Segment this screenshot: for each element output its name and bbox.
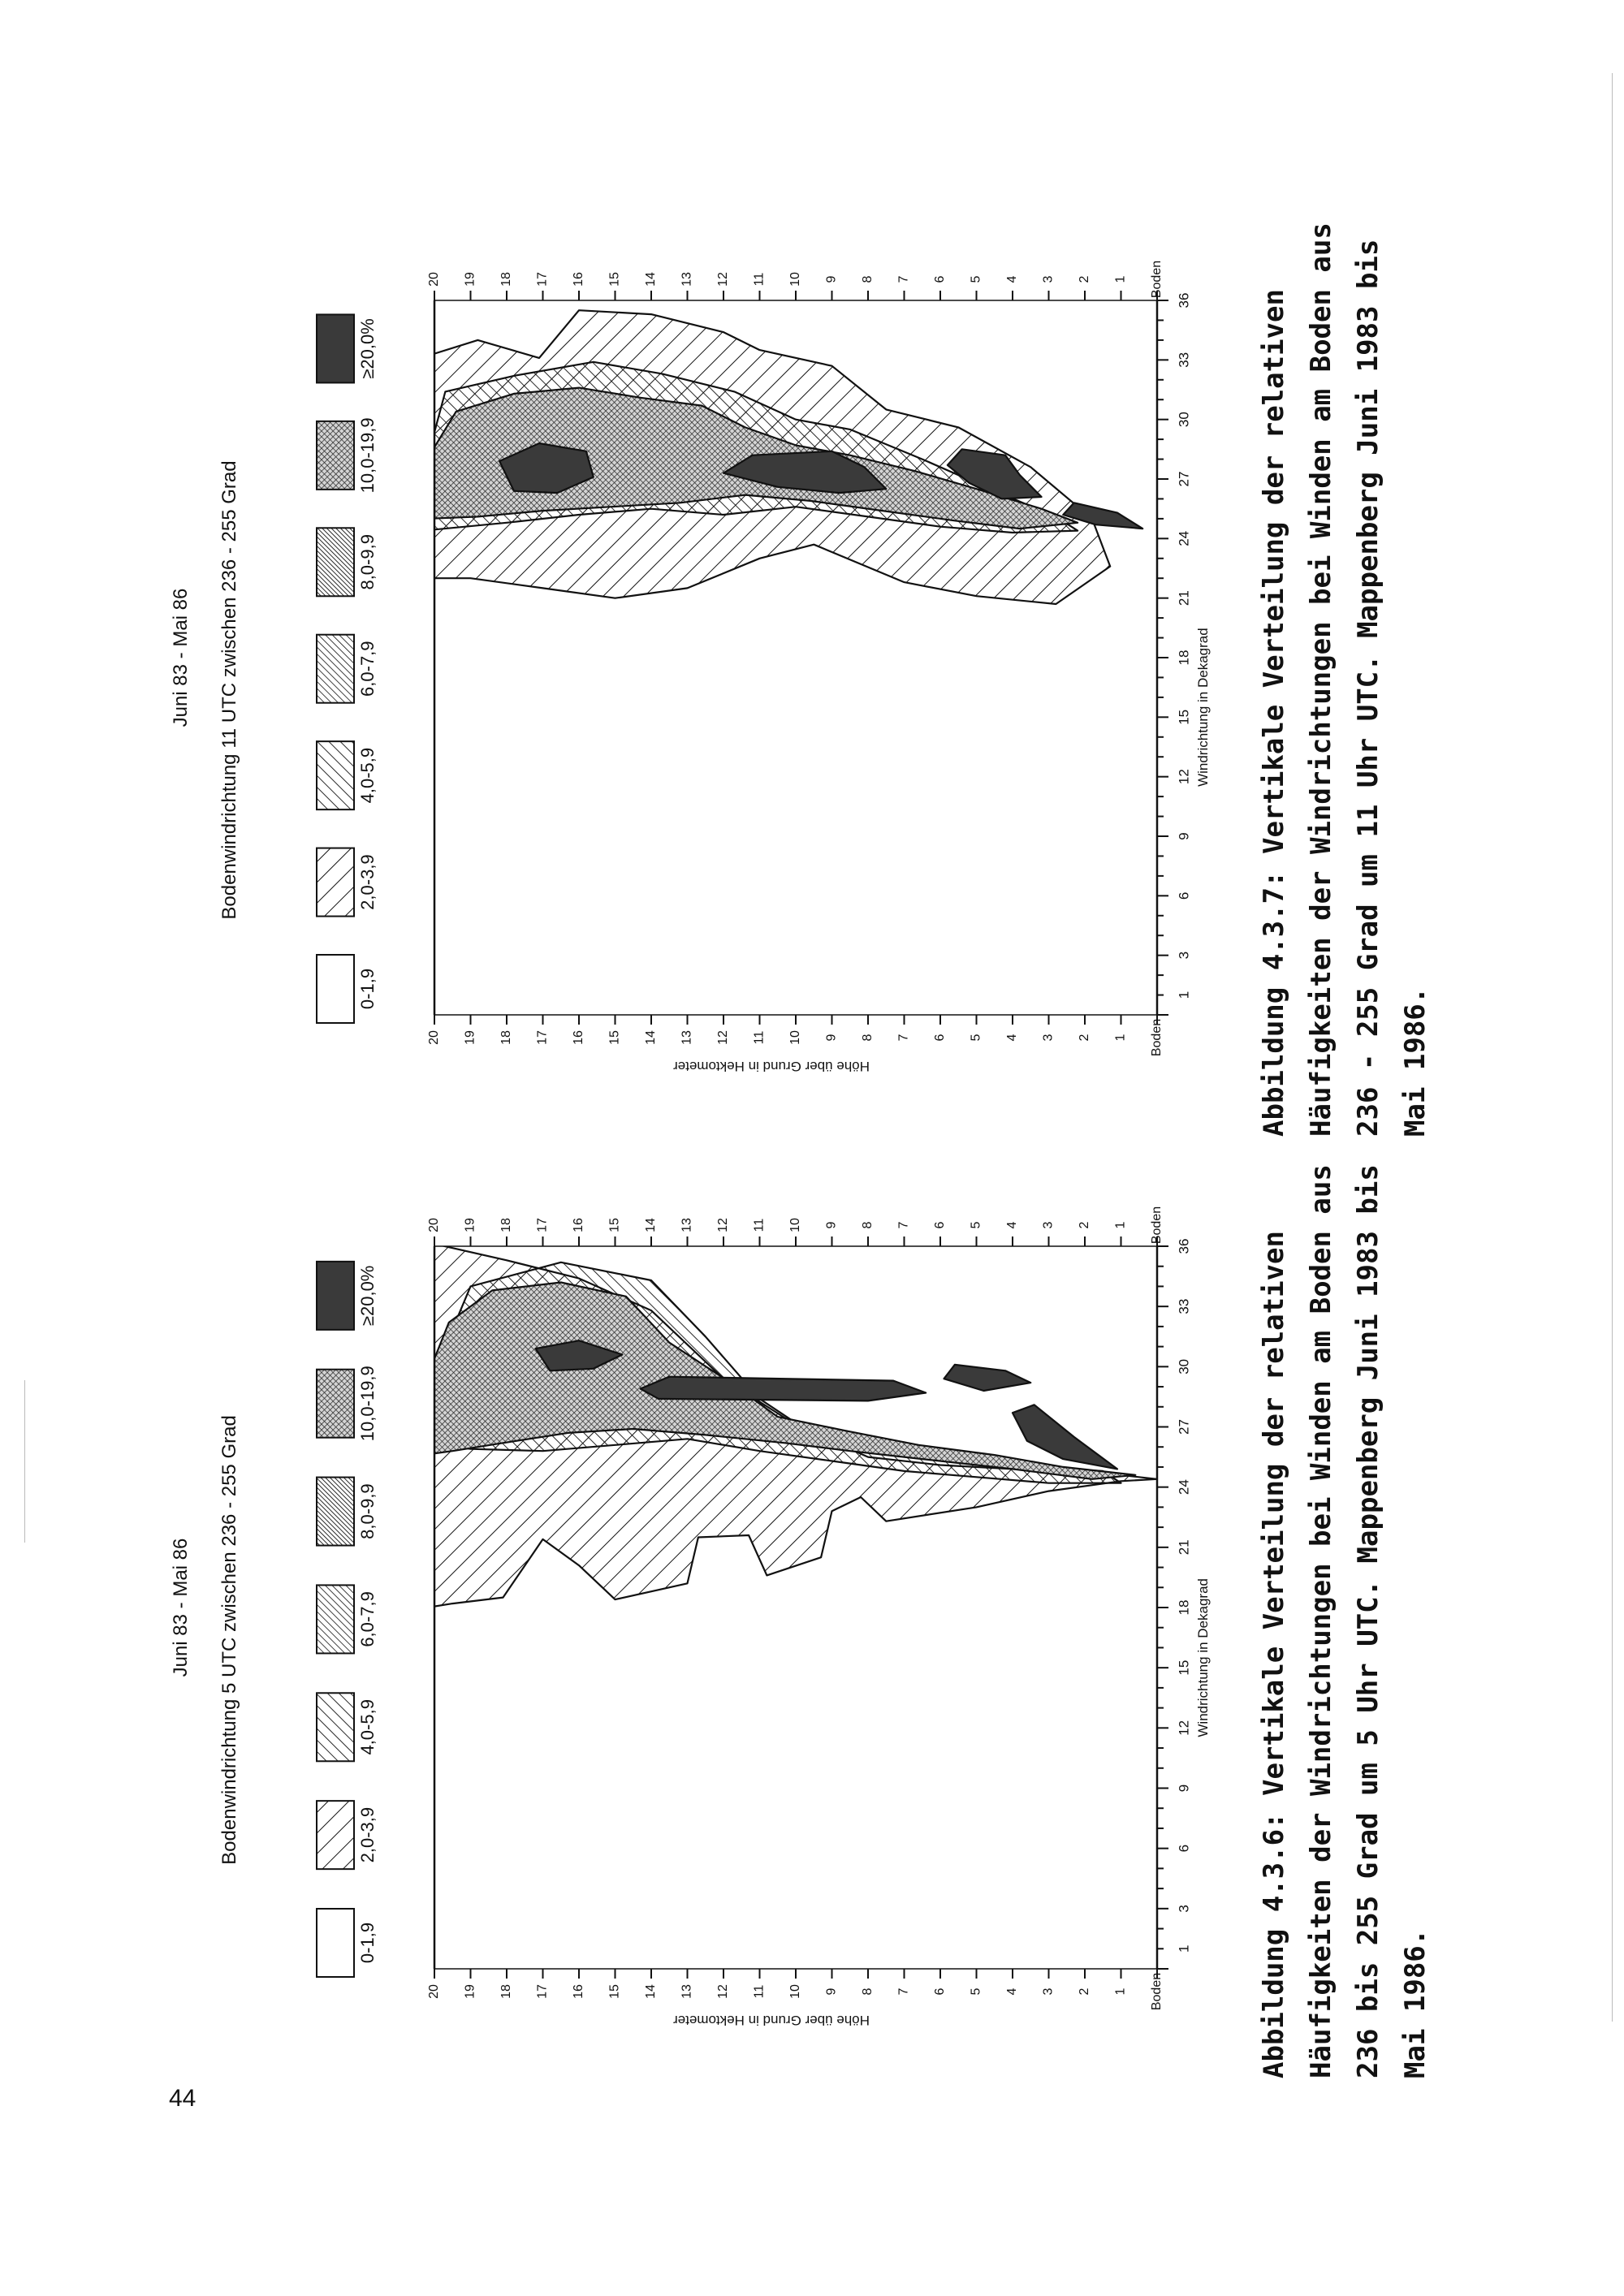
y-tick-label-top: 19 xyxy=(463,1218,477,1232)
x-tick-label: 3 xyxy=(1176,1905,1192,1913)
y-tick-label-bottom: 10 xyxy=(788,1030,803,1045)
x-tick-label: 12 xyxy=(1176,769,1192,785)
y-tick-label-bottom: 16 xyxy=(572,1984,586,1999)
y-tick-label-top: 4 xyxy=(1005,275,1020,283)
caption-line: Häufigkeiten der Windrichtungen bei Winden am Boden aus xyxy=(1305,1164,1337,2078)
legend-label-1: 0-1,9 xyxy=(357,1922,378,1964)
y-tick-label-bottom: 5 xyxy=(969,1987,983,1996)
y-tick-label-bottom: 13 xyxy=(680,1984,694,1999)
y-tick-label-top: 7 xyxy=(896,275,911,283)
caption-line: Mai 1986. xyxy=(1399,1928,1432,2078)
y-tick-label-bottom: 7 xyxy=(896,1034,911,1042)
y-tick-label-bottom: 12 xyxy=(716,1030,731,1045)
y-tick-label-top: 20 xyxy=(427,272,442,287)
x-tick-label: 30 xyxy=(1176,412,1192,428)
y-tick-label-bottom: 19 xyxy=(463,1984,477,1999)
legend-swatch-6 xyxy=(317,421,354,490)
legend-label-5: 8,0-9,9 xyxy=(357,534,378,590)
x-tick-label: 33 xyxy=(1176,1298,1192,1314)
legend xyxy=(317,1262,378,1977)
y-tick-label-top: 17 xyxy=(535,1218,550,1232)
x-tick-label: 27 xyxy=(1176,471,1192,487)
x-tick-label: 18 xyxy=(1176,650,1192,666)
figure-subtitle: Bodenwindrichtung 11 UTC zwischen 236 - 255 Grad xyxy=(218,460,240,920)
y-axis-label: Höhe über Grund in Hektometer xyxy=(673,2013,870,2028)
y-tick-label-bottom: Boden xyxy=(1150,1972,1164,2011)
y-tick-label-top: 3 xyxy=(1041,275,1056,283)
y-tick-label-bottom: 18 xyxy=(499,1030,514,1045)
legend-swatch-1 xyxy=(317,955,354,1023)
y-tick-label-top: 5 xyxy=(969,275,983,283)
x-tick-label: 27 xyxy=(1176,1419,1192,1435)
y-tick-label-bottom: 17 xyxy=(535,1984,550,1999)
x-tick-label: 36 xyxy=(1176,1238,1192,1254)
y-tick-label-bottom: 14 xyxy=(644,1984,659,1999)
legend-label-7: ≥20,0% xyxy=(357,1265,378,1327)
legend-label-6: 10,0-19,9 xyxy=(357,1366,378,1442)
y-tick-label-bottom: 7 xyxy=(896,1987,911,1996)
page-number: 44 xyxy=(169,2085,197,2112)
x-tick-label: 6 xyxy=(1176,891,1192,900)
y-tick-label-top: 3 xyxy=(1041,1221,1056,1229)
figure-1 xyxy=(170,1206,1211,2028)
y-tick-label-bottom: 12 xyxy=(716,1984,731,1999)
x-tick-label: 36 xyxy=(1176,292,1192,309)
y-tick-label-top: 1 xyxy=(1113,275,1128,283)
legend-label-2: 2,0-3,9 xyxy=(357,1806,378,1863)
y-tick-label-top: 16 xyxy=(572,272,586,287)
y-tick-label-top: 10 xyxy=(788,272,803,287)
legend-label-5: 8,0-9,9 xyxy=(357,1483,378,1539)
y-tick-label-bottom: 1 xyxy=(1113,1034,1128,1042)
y-tick-label-bottom: 5 xyxy=(969,1034,983,1042)
legend-label-3: 4,0-5,9 xyxy=(357,1699,378,1755)
scan-edge-mark xyxy=(24,1380,25,1543)
x-tick-label: 24 xyxy=(1176,530,1192,546)
y-tick-label-top: 8 xyxy=(861,275,875,283)
legend-label-7: ≥20,0% xyxy=(357,318,378,379)
contour-region-6 xyxy=(944,1365,1031,1391)
y-tick-label-bottom: 6 xyxy=(933,1987,948,1996)
y-tick-label-bottom: 20 xyxy=(427,1984,442,1999)
y-tick-label-bottom: 6 xyxy=(933,1034,948,1042)
x-tick-label: 18 xyxy=(1176,1599,1192,1616)
figure-caption-2 xyxy=(1258,222,1432,1137)
y-tick-label-bottom: 18 xyxy=(499,1984,514,1999)
y-tick-label-top: 15 xyxy=(607,1218,622,1232)
y-tick-label-bottom: 3 xyxy=(1041,1987,1056,1996)
y-tick-label-bottom: 13 xyxy=(680,1030,694,1045)
figure-title: Juni 83 - Mai 86 xyxy=(170,588,192,727)
y-tick-label-bottom: 2 xyxy=(1078,1987,1092,1996)
legend-label-6: 10,0-19,9 xyxy=(357,417,378,494)
x-tick-label: 1 xyxy=(1176,1944,1192,1953)
y-tick-label-top: 2 xyxy=(1078,1221,1092,1229)
y-tick-label-bottom: 17 xyxy=(535,1030,550,1045)
x-tick-label: 33 xyxy=(1176,352,1192,368)
caption-line: Häufigkeiten der Windrichtungen bei Winden am Boden aus xyxy=(1305,222,1337,1137)
y-tick-label-top: 4 xyxy=(1005,1221,1020,1229)
y-tick-label-top: 9 xyxy=(824,1221,839,1229)
legend-swatch-6 xyxy=(317,1370,354,1438)
y-tick-label-top: 7 xyxy=(896,1221,911,1229)
y-tick-label-bottom: 15 xyxy=(607,1984,622,1999)
legend-swatch-3 xyxy=(317,741,354,809)
legend xyxy=(317,314,378,1023)
y-tick-label-top: 18 xyxy=(499,272,514,287)
y-tick-label-bottom: 15 xyxy=(607,1030,622,1045)
y-tick-label-top: 17 xyxy=(535,272,550,287)
y-tick-label-top: 18 xyxy=(499,1218,514,1232)
y-tick-label-top: 12 xyxy=(716,1218,731,1232)
x-tick-label: 12 xyxy=(1176,1720,1192,1736)
x-tick-label: 24 xyxy=(1176,1479,1192,1495)
legend-label-4: 6,0-7,9 xyxy=(357,641,378,697)
y-tick-label-bottom: 19 xyxy=(463,1030,477,1045)
figure-subtitle: Bodenwindrichtung 5 UTC zwischen 236 - 255 Grad xyxy=(218,1415,240,1865)
y-tick-label-top: 10 xyxy=(788,1218,803,1232)
scan-edge-mark xyxy=(1612,73,1613,2022)
y-tick-label-top: 13 xyxy=(680,1218,694,1232)
legend-swatch-7 xyxy=(317,314,354,382)
y-tick-label-bottom: 8 xyxy=(861,1034,875,1042)
legend-swatch-3 xyxy=(317,1693,354,1761)
y-tick-label-top: 9 xyxy=(824,275,839,283)
y-tick-label-top: 11 xyxy=(752,1218,767,1232)
legend-swatch-4 xyxy=(317,1585,354,1653)
legend-swatch-7 xyxy=(317,1262,354,1330)
y-tick-label-top: 12 xyxy=(716,272,731,287)
x-tick-label: 3 xyxy=(1176,951,1192,960)
y-tick-label-bottom: 3 xyxy=(1041,1034,1056,1042)
y-axis-label: Höhe über Grund in Hektometer xyxy=(673,1059,870,1074)
y-tick-label-bottom: 11 xyxy=(752,1984,767,1999)
y-tick-label-top: 6 xyxy=(933,275,948,283)
y-tick-label-bottom: 16 xyxy=(572,1030,586,1045)
caption-line: Mai 1986. xyxy=(1399,986,1432,1137)
y-tick-label-top: 2 xyxy=(1078,275,1092,283)
figure-caption-1 xyxy=(1258,1164,1432,2078)
legend-swatch-5 xyxy=(317,1478,354,1546)
legend-swatch-4 xyxy=(317,635,354,703)
contour-region-7 xyxy=(1013,1405,1117,1469)
caption-line: Abbildung 4.3.7: Vertikale Verteilung der relativen xyxy=(1258,289,1290,1137)
y-tick-label-bottom: 9 xyxy=(824,1034,839,1042)
y-tick-label-top: 20 xyxy=(427,1218,442,1232)
x-tick-label: 15 xyxy=(1176,709,1192,725)
caption-line: 236 - 255 Grad um 11 Uhr UTC. Mappenberg Juni 1983 bis xyxy=(1352,239,1384,1137)
figure-2 xyxy=(170,261,1211,1074)
x-axis-label: Windrichtung in Dekagrad xyxy=(1195,1578,1211,1737)
y-tick-label-top: 15 xyxy=(607,272,622,287)
y-tick-label-top: 13 xyxy=(680,272,694,287)
legend-swatch-2 xyxy=(317,1801,354,1869)
y-tick-label-top: Boden xyxy=(1150,1206,1164,1245)
y-tick-label-bottom: 10 xyxy=(788,1984,803,1999)
legend-label-1: 0-1,9 xyxy=(357,968,378,1010)
x-tick-label: 9 xyxy=(1176,1784,1192,1793)
figure-title: Juni 83 - Mai 86 xyxy=(170,1538,192,1677)
y-tick-label-bottom: 20 xyxy=(427,1030,442,1045)
y-tick-label-top: 16 xyxy=(572,1218,586,1232)
x-tick-label: 15 xyxy=(1176,1659,1192,1676)
contour-layer xyxy=(412,1242,1157,1608)
contour-region-5 xyxy=(641,1377,926,1401)
y-tick-label-bottom: 9 xyxy=(824,1987,839,1996)
x-tick-label: 6 xyxy=(1176,1844,1192,1853)
legend-swatch-2 xyxy=(317,848,354,917)
y-tick-label-top: 6 xyxy=(933,1221,948,1229)
y-tick-label-top: 11 xyxy=(752,272,767,287)
y-tick-label-top: Boden xyxy=(1150,260,1164,299)
x-tick-label: 1 xyxy=(1176,990,1192,999)
y-tick-label-bottom: 8 xyxy=(861,1987,875,1996)
legend-swatch-5 xyxy=(317,528,354,596)
legend-label-3: 4,0-5,9 xyxy=(357,747,378,804)
y-tick-label-bottom: 4 xyxy=(1005,1034,1020,1042)
caption-line: 236 bis 255 Grad um 5 Uhr UTC. Mappenberg Juni 1983 bis xyxy=(1352,1164,1384,2078)
y-tick-label-top: 14 xyxy=(644,1218,659,1232)
x-axis-label: Windrichtung in Dekagrad xyxy=(1195,628,1211,787)
y-tick-label-top: 19 xyxy=(463,272,477,287)
legend-swatch-1 xyxy=(317,1909,354,1977)
y-tick-label-bottom: 4 xyxy=(1005,1987,1020,1996)
y-tick-label-bottom: Boden xyxy=(1150,1018,1164,1057)
legend-label-2: 2,0-3,9 xyxy=(357,854,378,910)
y-tick-label-bottom: 2 xyxy=(1078,1034,1092,1042)
y-tick-label-top: 8 xyxy=(861,1221,875,1229)
y-tick-label-bottom: 11 xyxy=(752,1030,767,1045)
y-tick-label-top: 1 xyxy=(1113,1221,1128,1229)
legend-label-4: 6,0-7,9 xyxy=(357,1591,378,1647)
caption-line: Abbildung 4.3.6: Vertikale Verteilung der relativen xyxy=(1258,1231,1290,2078)
y-tick-label-top: 14 xyxy=(644,272,659,287)
y-tick-label-bottom: 14 xyxy=(644,1030,659,1045)
x-tick-label: 21 xyxy=(1176,1539,1192,1556)
x-tick-label: 30 xyxy=(1176,1358,1192,1375)
contour-layer xyxy=(420,310,1142,604)
y-tick-label-bottom: 1 xyxy=(1113,1987,1128,1996)
x-tick-label: 21 xyxy=(1176,590,1192,606)
x-tick-label: 9 xyxy=(1176,832,1192,840)
y-tick-label-top: 5 xyxy=(969,1221,983,1229)
